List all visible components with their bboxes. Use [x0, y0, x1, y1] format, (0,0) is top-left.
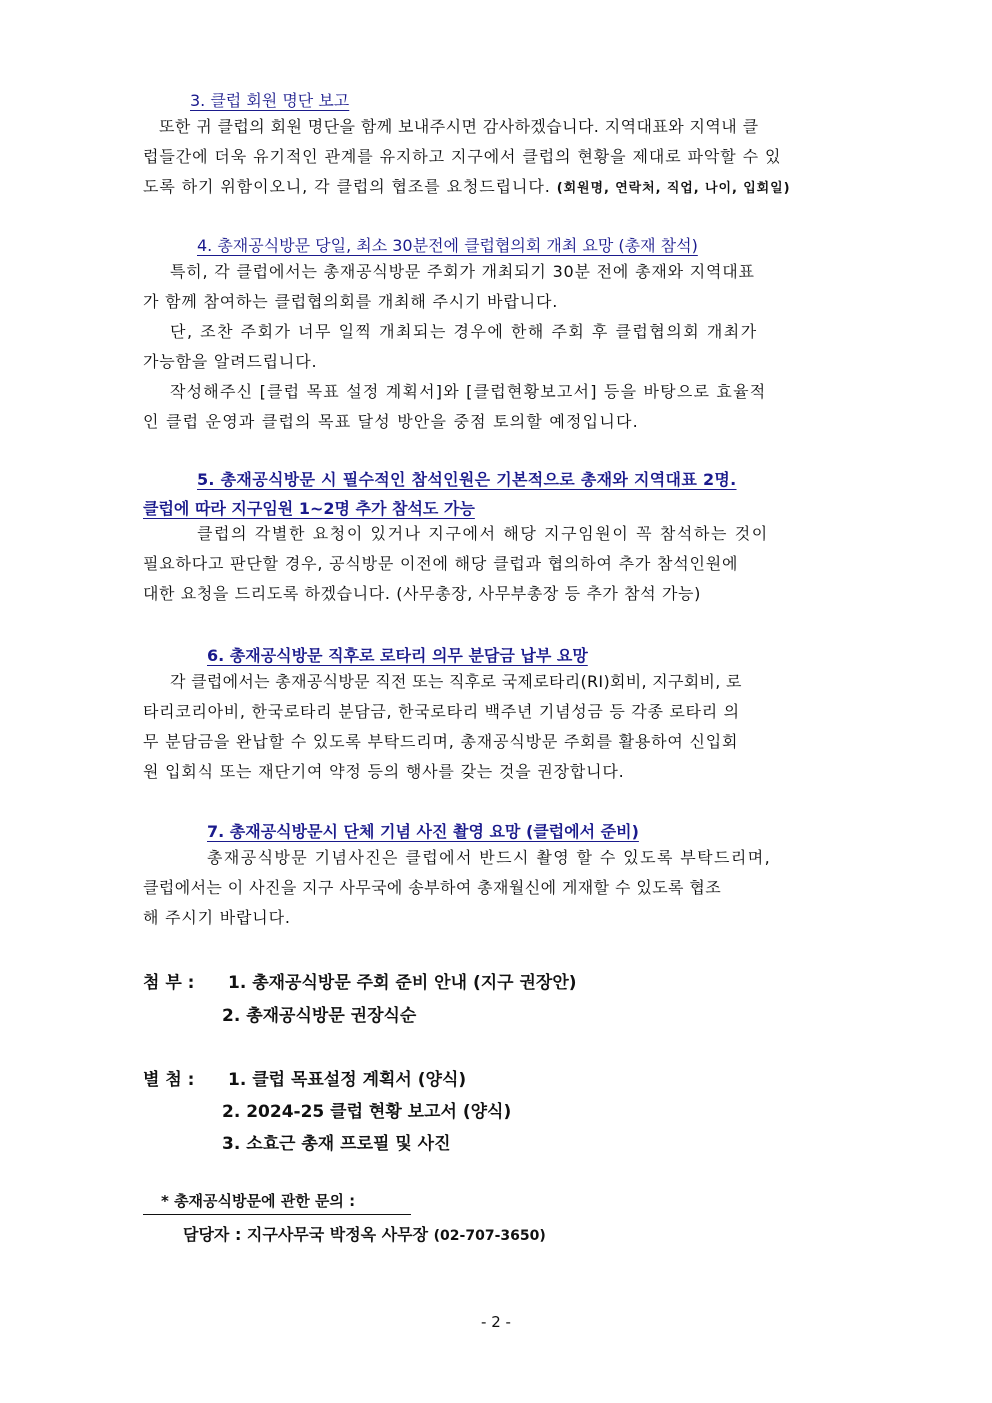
section-4-line-4: 가능함을 알려드립니다.: [143, 352, 318, 371]
section-7-line-3: 해 주시기 바랍니다.: [143, 908, 291, 927]
section-4-line-1: 특히, 각 클럽에서는 총재공식방문 주회가 개최되기 30분 전에 총재와 지역대표: [170, 262, 755, 281]
section-6-line-3: 무 분담금을 완납할 수 있도록 부탁드리며, 총재공식방문 주회를 활용하여 신입회: [143, 732, 739, 751]
enclosure-item-2: 2. 2024-25 클럽 현황 보고서 (양식): [222, 1102, 512, 1122]
section-3-line-1: 또한 귀 클럽의 회원 명단을 함께 보내주시면 감사하겠습니다. 지역대표와 지역내 클: [159, 117, 759, 136]
enclosure-item-1: 1. 클럽 목표설정 계획서 (양식): [228, 1070, 467, 1090]
contact-person: 담당자 : 지구사무국 박정옥 사무장: [183, 1225, 429, 1244]
section-7-heading: 7. 총재공식방문시 단체 기념 사진 촬영 요망 (클럽에서 준비): [207, 822, 639, 841]
section-5-line-1: 클럽의 각별한 요청이 있거나 지구에서 해당 지구임원이 꼭 참석하는 것이: [197, 524, 769, 543]
contact-phone: (02-707-3650): [433, 1228, 546, 1244]
section-7-line-1: 총재공식방문 기념사진은 클럽에서 반드시 촬영 할 수 있도록 부탁드리며,: [207, 848, 772, 867]
section-5-line-2: 필요하다고 판단할 경우, 공식방문 이전에 해당 클럽과 협의하여 추가 참석인원에: [143, 554, 739, 573]
attachments-label: 첨 부 :: [143, 973, 195, 993]
section-4-line-6: 인 클럽 운영과 클럽의 목표 달성 방안을 중점 토의할 예정입니다.: [143, 412, 639, 431]
section-6-line-2: 타리코리아비, 한국로타리 분담금, 한국로타리 백주년 기념성금 등 각종 로타리 의: [143, 702, 740, 721]
section-7-line-2: 클럽에서는 이 사진을 지구 사무국에 송부하여 총재월신에 게재할 수 있도록 협조: [143, 878, 722, 897]
section-7-body: [143, 843, 851, 933]
section-5-heading-line-2: 클럽에 따라 지구임원 1~2명 추가 참석도 가능: [143, 499, 475, 518]
section-5-line-3: 대한 요청을 드리도록 하겠습니다. (사무총장, 사무부총장 등 추가 참석 가능): [143, 584, 701, 603]
section-4-line-5: 작성해주신 [클럽 목표 설정 계획서]와 [클럽현황보고서] 등을 바탕으로 효율적: [170, 382, 767, 401]
section-5-heading-line-1: 5. 총재공식방문 시 필수적인 참석인원은 기본적으로 총재와 지역대표 2명.: [197, 470, 737, 489]
enclosure-item-3: 3. 소효근 총재 프로필 및 사진: [222, 1134, 451, 1154]
section-5-body: [143, 519, 851, 609]
page-number: - 2 -: [481, 1313, 511, 1331]
section-6-body: [143, 667, 851, 787]
section-6-line-1: 각 클럽에서는 총재공식방문 직전 또는 직후로 국제로타리(RI)회비, 지구회비, 로: [170, 672, 742, 691]
section-3-body: [143, 112, 851, 204]
section-4-body: [143, 257, 851, 437]
section-3-heading: 3. 클럽 회원 명단 보고: [190, 91, 350, 110]
section-6-line-4: 원 입회식 또는 재단기여 약정 등의 행사를 갖는 것을 권장합니다.: [143, 762, 625, 781]
section-4-line-2: 가 함께 참여하는 클럽협의회를 개최해 주시기 바랍니다.: [143, 292, 559, 311]
section-4-heading: 4. 총재공식방문 당일, 최소 30분전에 클럽협의회 개최 요망 (총재 참석): [197, 236, 698, 255]
section-4-line-3: 단, 조찬 주회가 너무 일찍 개최되는 경우에 한해 주회 후 클럽협의회 개최가: [170, 322, 758, 341]
attachment-item-1: 1. 총재공식방문 주회 준비 안내 (지구 권장안): [228, 973, 577, 993]
attachment-item-2: 2. 총재공식방문 권장식순: [222, 1006, 417, 1026]
section-3-line-3: 도록 하기 위함이오니, 각 클럽의 협조를 요청드립니다.: [143, 177, 551, 196]
contact-line: [183, 1222, 546, 1245]
contact-title: * 총재공식방문에 관한 문의 :: [143, 1190, 411, 1215]
section-3-note: (회원명, 연락처, 직업, 나이, 입회일): [556, 181, 791, 196]
section-6-heading: 6. 총재공식방문 직후로 로타리 의무 분담금 납부 요망: [207, 646, 588, 665]
section-3-line-2: 럽들간에 더욱 유기적인 관계를 유지하고 지구에서 클럽의 현황을 제대로 파악할 수 있: [143, 147, 782, 166]
enclosures-label: 별 첨 :: [143, 1070, 195, 1090]
